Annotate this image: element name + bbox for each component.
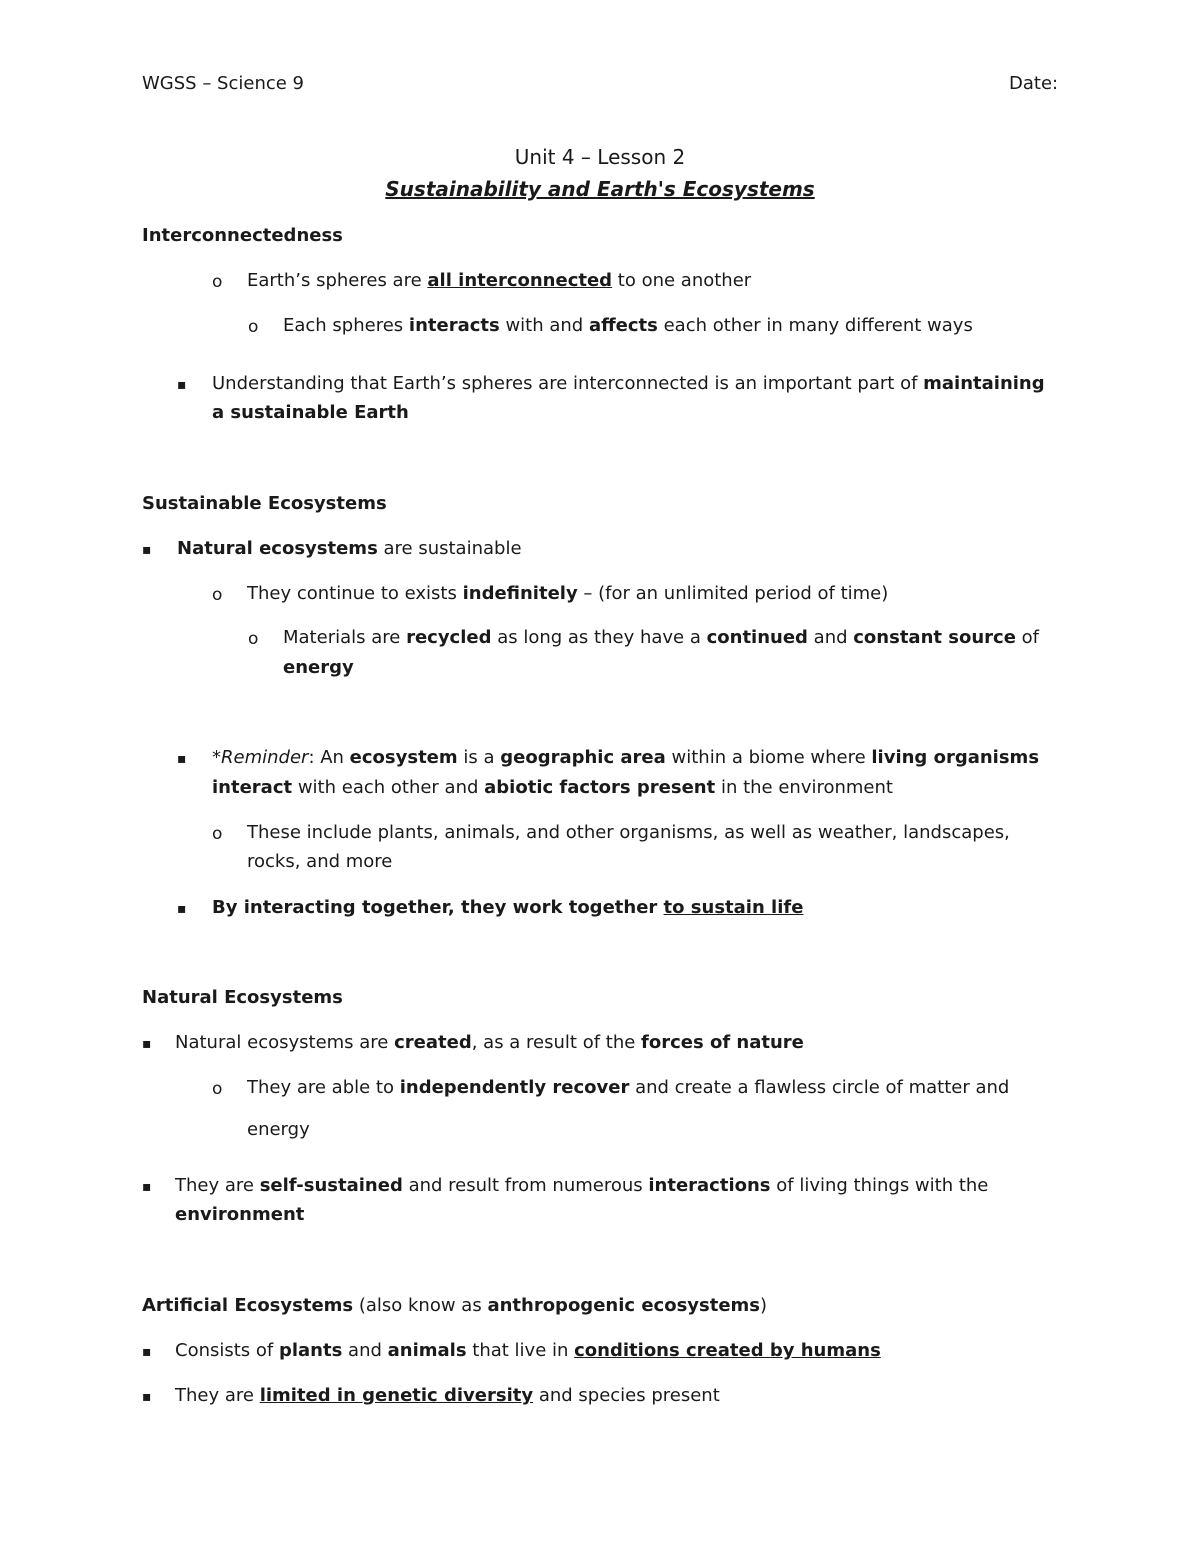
list-item: They are able to independently recover and create a flawless circle of matter and <box>247 1077 1010 1098</box>
list-item: Natural ecosystems are sustainable <box>177 538 522 559</box>
square-bullet: ▪ <box>142 1036 152 1052</box>
list-item: By interacting together, they work together to sustain life <box>212 897 804 918</box>
header-date-label: Date: <box>1009 73 1059 94</box>
list-item-continued: a sustainable Earth <box>212 402 409 423</box>
square-bullet: ▪ <box>177 377 187 393</box>
square-bullet: ▪ <box>142 1389 152 1405</box>
circle-bullet: o <box>212 272 223 292</box>
section-heading-sustainable: Sustainable Ecosystems <box>142 493 387 514</box>
square-bullet: ▪ <box>177 901 187 917</box>
circle-bullet: o <box>212 1079 223 1099</box>
list-item: These include plants, animals, and other organisms, as well as weather, landscapes, <box>247 822 1010 843</box>
lesson-subtitle: Sustainability and Earth's Ecosystems <box>385 177 815 201</box>
list-item: Earth’s spheres are all interconnected to one another <box>247 270 752 291</box>
list-item-continued: rocks, and more <box>247 851 393 872</box>
square-bullet: ▪ <box>142 1344 152 1360</box>
list-item: *Reminder: An ecosystem is a geographic area within a biome where living organisms <box>212 747 1040 768</box>
section-heading-natural: Natural Ecosystems <box>142 987 343 1008</box>
list-item: They are limited in genetic diversity and species present <box>175 1385 720 1406</box>
circle-bullet: o <box>212 824 223 844</box>
list-item: Materials are recycled as long as they have a continued and constant source of <box>283 627 1039 648</box>
list-item: Consists of plants and animals that live in conditions created by humans <box>175 1340 881 1361</box>
circle-bullet: o <box>248 629 259 649</box>
square-bullet: ▪ <box>177 751 187 767</box>
header-course: WGSS – Science 9 <box>142 73 304 94</box>
section-heading-interconnectedness: Interconnectedness <box>142 225 343 246</box>
square-bullet: ▪ <box>142 542 152 558</box>
square-bullet: ▪ <box>142 1179 152 1195</box>
list-item-continued: environment <box>175 1204 305 1225</box>
circle-bullet: o <box>248 317 259 337</box>
list-item-continued: energy <box>283 657 354 678</box>
list-item: They continue to exists indefinitely – (for an unlimited period of time) <box>247 583 889 604</box>
list-item-continued: energy <box>247 1119 310 1140</box>
section-heading-artificial: Artificial Ecosystems (also know as anthropogenic ecosystems) <box>142 1295 768 1316</box>
circle-bullet: o <box>212 585 223 605</box>
list-item: Understanding that Earth’s spheres are interconnected is an important part of maintaining <box>212 373 1045 394</box>
lesson-title: Unit 4 – Lesson 2 <box>514 145 686 169</box>
list-item: Each spheres interacts with and affects each other in many different ways <box>283 315 973 336</box>
list-item: They are self-sustained and result from numerous interactions of living things with the <box>175 1175 989 1196</box>
list-item-continued: interact with each other and abiotic factors present in the environment <box>212 777 893 798</box>
list-item: Natural ecosystems are created, as a result of the forces of nature <box>175 1032 804 1053</box>
